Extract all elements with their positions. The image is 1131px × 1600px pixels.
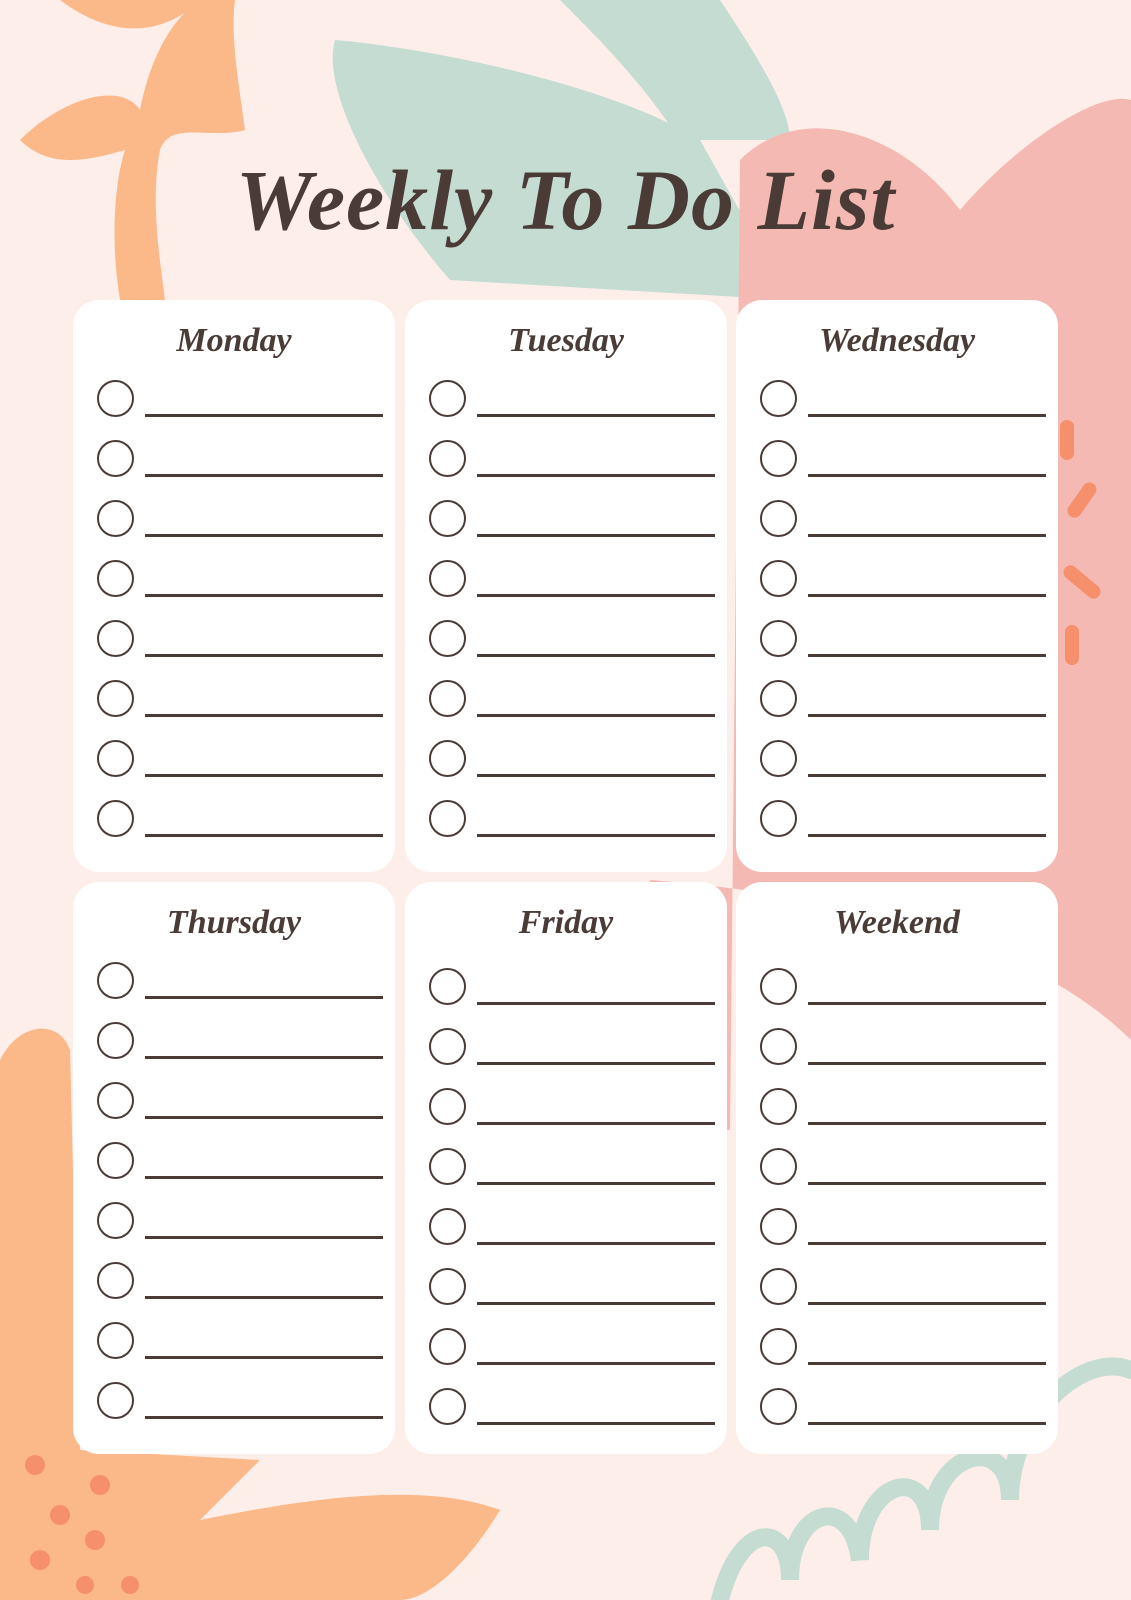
checkbox-circle-icon[interactable]: [760, 800, 797, 837]
checkbox-circle-icon[interactable]: [429, 680, 466, 717]
checkbox-circle-icon[interactable]: [760, 440, 797, 477]
checkbox-circle-icon[interactable]: [760, 1328, 797, 1365]
todo-item: [97, 380, 383, 420]
day-card-weekend: [736, 882, 1058, 1454]
day-card-thursday: [73, 882, 395, 1454]
todo-line-field[interactable]: [145, 774, 383, 777]
checkbox-circle-icon[interactable]: [429, 1208, 466, 1245]
todo-line-field[interactable]: [808, 1302, 1046, 1305]
todo-item: [429, 680, 715, 720]
day-heading: Wednesday: [818, 322, 976, 359]
checkbox-circle-icon[interactable]: [97, 740, 134, 777]
checkbox-circle-icon[interactable]: [97, 1022, 134, 1059]
todo-line-field[interactable]: [477, 474, 715, 477]
day-card-wednesday: [736, 300, 1058, 872]
todo-item: [429, 620, 715, 660]
checkbox-circle-icon[interactable]: [429, 800, 466, 837]
todo-item: [97, 620, 383, 660]
checkbox-circle-icon[interactable]: [97, 560, 134, 597]
todo-item: [760, 740, 1046, 780]
todo-item: [97, 1322, 383, 1362]
checkbox-circle-icon[interactable]: [97, 962, 134, 999]
todo-item: [760, 1388, 1046, 1428]
todo-line-field[interactable]: [477, 1302, 715, 1305]
checkbox-circle-icon[interactable]: [760, 1208, 797, 1245]
todo-line-field[interactable]: [477, 834, 715, 837]
day-card-friday: [405, 882, 727, 1454]
checkbox-circle-icon[interactable]: [760, 560, 797, 597]
todo-line-field[interactable]: [808, 1122, 1046, 1125]
todo-item: [760, 1328, 1046, 1368]
todo-line-field[interactable]: [808, 774, 1046, 777]
checkbox-circle-icon[interactable]: [760, 1268, 797, 1305]
checkbox-circle-icon[interactable]: [97, 1382, 134, 1419]
todo-item: [97, 800, 383, 840]
todo-line-field[interactable]: [477, 714, 715, 717]
todo-item: [760, 440, 1046, 480]
todo-line-field[interactable]: [808, 594, 1046, 597]
todo-line-field[interactable]: [145, 1236, 383, 1239]
todo-line-field[interactable]: [477, 1182, 715, 1185]
checkbox-circle-icon[interactable]: [429, 620, 466, 657]
checkbox-circle-icon[interactable]: [97, 680, 134, 717]
todo-item: [97, 500, 383, 540]
day-heading: Tuesday: [508, 322, 624, 359]
checkbox-circle-icon[interactable]: [760, 968, 797, 1005]
todo-item: [429, 1388, 715, 1428]
checkbox-circle-icon[interactable]: [429, 500, 466, 537]
checkbox-circle-icon[interactable]: [760, 380, 797, 417]
todo-item: [429, 1268, 715, 1308]
todo-item: [97, 1262, 383, 1302]
page-title: Weekly To Do List: [235, 152, 896, 248]
todo-item: [97, 1142, 383, 1182]
todo-item: [97, 1082, 383, 1122]
checkbox-circle-icon[interactable]: [429, 1328, 466, 1365]
checkbox-circle-icon[interactable]: [429, 1388, 466, 1425]
todo-item: [760, 1028, 1046, 1068]
todo-line-field[interactable]: [808, 474, 1046, 477]
todo-line-field[interactable]: [477, 1422, 715, 1425]
todo-item: [760, 968, 1046, 1008]
checkbox-circle-icon[interactable]: [429, 1088, 466, 1125]
todo-item: [429, 1028, 715, 1068]
checkbox-circle-icon[interactable]: [97, 620, 134, 657]
todo-line-field[interactable]: [477, 1062, 715, 1065]
day-heading: Thursday: [166, 904, 302, 941]
todo-item: [760, 500, 1046, 540]
checkbox-circle-icon[interactable]: [760, 1088, 797, 1125]
todo-line-field[interactable]: [808, 834, 1046, 837]
todo-item: [97, 962, 383, 1002]
todo-line-field[interactable]: [808, 414, 1046, 417]
day-card-monday: [73, 300, 395, 872]
todo-item: [760, 620, 1046, 660]
todo-line-field[interactable]: [145, 1296, 383, 1299]
todo-line-field[interactable]: [477, 594, 715, 597]
todo-line-field[interactable]: [145, 654, 383, 657]
todo-line-field[interactable]: [145, 534, 383, 537]
checkbox-circle-icon[interactable]: [429, 560, 466, 597]
todo-item: [429, 500, 715, 540]
checkbox-circle-icon[interactable]: [760, 1148, 797, 1185]
todo-line-field[interactable]: [808, 534, 1046, 537]
todo-item: [97, 560, 383, 600]
day-card-tuesday: [405, 300, 727, 872]
todo-line-field[interactable]: [477, 774, 715, 777]
todo-item: [97, 1382, 383, 1422]
todo-line-field[interactable]: [477, 1002, 715, 1005]
todo-line-field[interactable]: [145, 1176, 383, 1179]
checkbox-circle-icon[interactable]: [760, 620, 797, 657]
checkbox-circle-icon[interactable]: [97, 1202, 134, 1239]
day-heading: Friday: [518, 904, 614, 941]
todo-item: [760, 1088, 1046, 1128]
todo-line-field[interactable]: [477, 1362, 715, 1365]
checkbox-circle-icon[interactable]: [429, 1028, 466, 1065]
todo-line-field[interactable]: [145, 714, 383, 717]
todo-item: [429, 968, 715, 1008]
checkbox-circle-icon[interactable]: [97, 1082, 134, 1119]
todo-item: [429, 560, 715, 600]
todo-item: [760, 680, 1046, 720]
todo-item: [429, 440, 715, 480]
todo-line-field[interactable]: [808, 1362, 1046, 1365]
checkbox-circle-icon[interactable]: [97, 1262, 134, 1299]
todo-line-field[interactable]: [477, 1242, 715, 1245]
todo-line-field[interactable]: [477, 534, 715, 537]
checkbox-circle-icon[interactable]: [429, 1268, 466, 1305]
checkbox-circle-icon[interactable]: [760, 680, 797, 717]
todo-line-field[interactable]: [145, 474, 383, 477]
todo-line-field[interactable]: [145, 1116, 383, 1119]
checkbox-circle-icon[interactable]: [429, 440, 466, 477]
checkbox-circle-icon[interactable]: [97, 1142, 134, 1179]
todo-line-field[interactable]: [808, 654, 1046, 657]
todo-item: [97, 1202, 383, 1242]
todo-line-field[interactable]: [145, 996, 383, 999]
checkbox-circle-icon[interactable]: [429, 1148, 466, 1185]
checkbox-circle-icon[interactable]: [429, 740, 466, 777]
todo-item: [429, 1328, 715, 1368]
todo-line-field[interactable]: [145, 1416, 383, 1419]
todo-item: [429, 740, 715, 780]
checkbox-circle-icon[interactable]: [760, 500, 797, 537]
todo-line-field[interactable]: [145, 414, 383, 417]
todo-line-field[interactable]: [477, 414, 715, 417]
checkbox-circle-icon[interactable]: [760, 1028, 797, 1065]
todo-item: [760, 380, 1046, 420]
todo-item: [760, 560, 1046, 600]
checkbox-circle-icon[interactable]: [429, 380, 466, 417]
day-heading: Weekend: [834, 904, 960, 941]
todo-item: [760, 800, 1046, 840]
day-heading: Monday: [176, 322, 292, 359]
checkbox-circle-icon[interactable]: [97, 380, 134, 417]
todo-line-field[interactable]: [808, 714, 1046, 717]
todo-item: [760, 1268, 1046, 1308]
todo-line-field[interactable]: [808, 1182, 1046, 1185]
todo-line-field[interactable]: [808, 1422, 1046, 1425]
todo-line-field[interactable]: [145, 834, 383, 837]
todo-line-field[interactable]: [145, 594, 383, 597]
todo-line-field[interactable]: [477, 1122, 715, 1125]
todo-item: [429, 1088, 715, 1128]
todo-item: [97, 440, 383, 480]
todo-line-field[interactable]: [808, 1002, 1046, 1005]
todo-item: [97, 740, 383, 780]
todo-item: [429, 1148, 715, 1188]
checkbox-circle-icon[interactable]: [97, 1322, 134, 1359]
todo-line-field[interactable]: [145, 1356, 383, 1359]
checkbox-circle-icon[interactable]: [97, 800, 134, 837]
checkbox-circle-icon[interactable]: [97, 440, 134, 477]
checkbox-circle-icon[interactable]: [429, 968, 466, 1005]
todo-item: [429, 800, 715, 840]
todo-line-field[interactable]: [808, 1242, 1046, 1245]
todo-item: [760, 1208, 1046, 1248]
todo-item: [429, 1208, 715, 1248]
todo-line-field[interactable]: [477, 654, 715, 657]
todo-line-field[interactable]: [145, 1056, 383, 1059]
todo-item: [97, 680, 383, 720]
todo-item: [760, 1148, 1046, 1188]
todo-line-field[interactable]: [808, 1062, 1046, 1065]
checkbox-circle-icon[interactable]: [97, 500, 134, 537]
checkbox-circle-icon[interactable]: [760, 1388, 797, 1425]
checkbox-circle-icon[interactable]: [760, 740, 797, 777]
todo-item: [97, 1022, 383, 1062]
todo-item: [429, 380, 715, 420]
